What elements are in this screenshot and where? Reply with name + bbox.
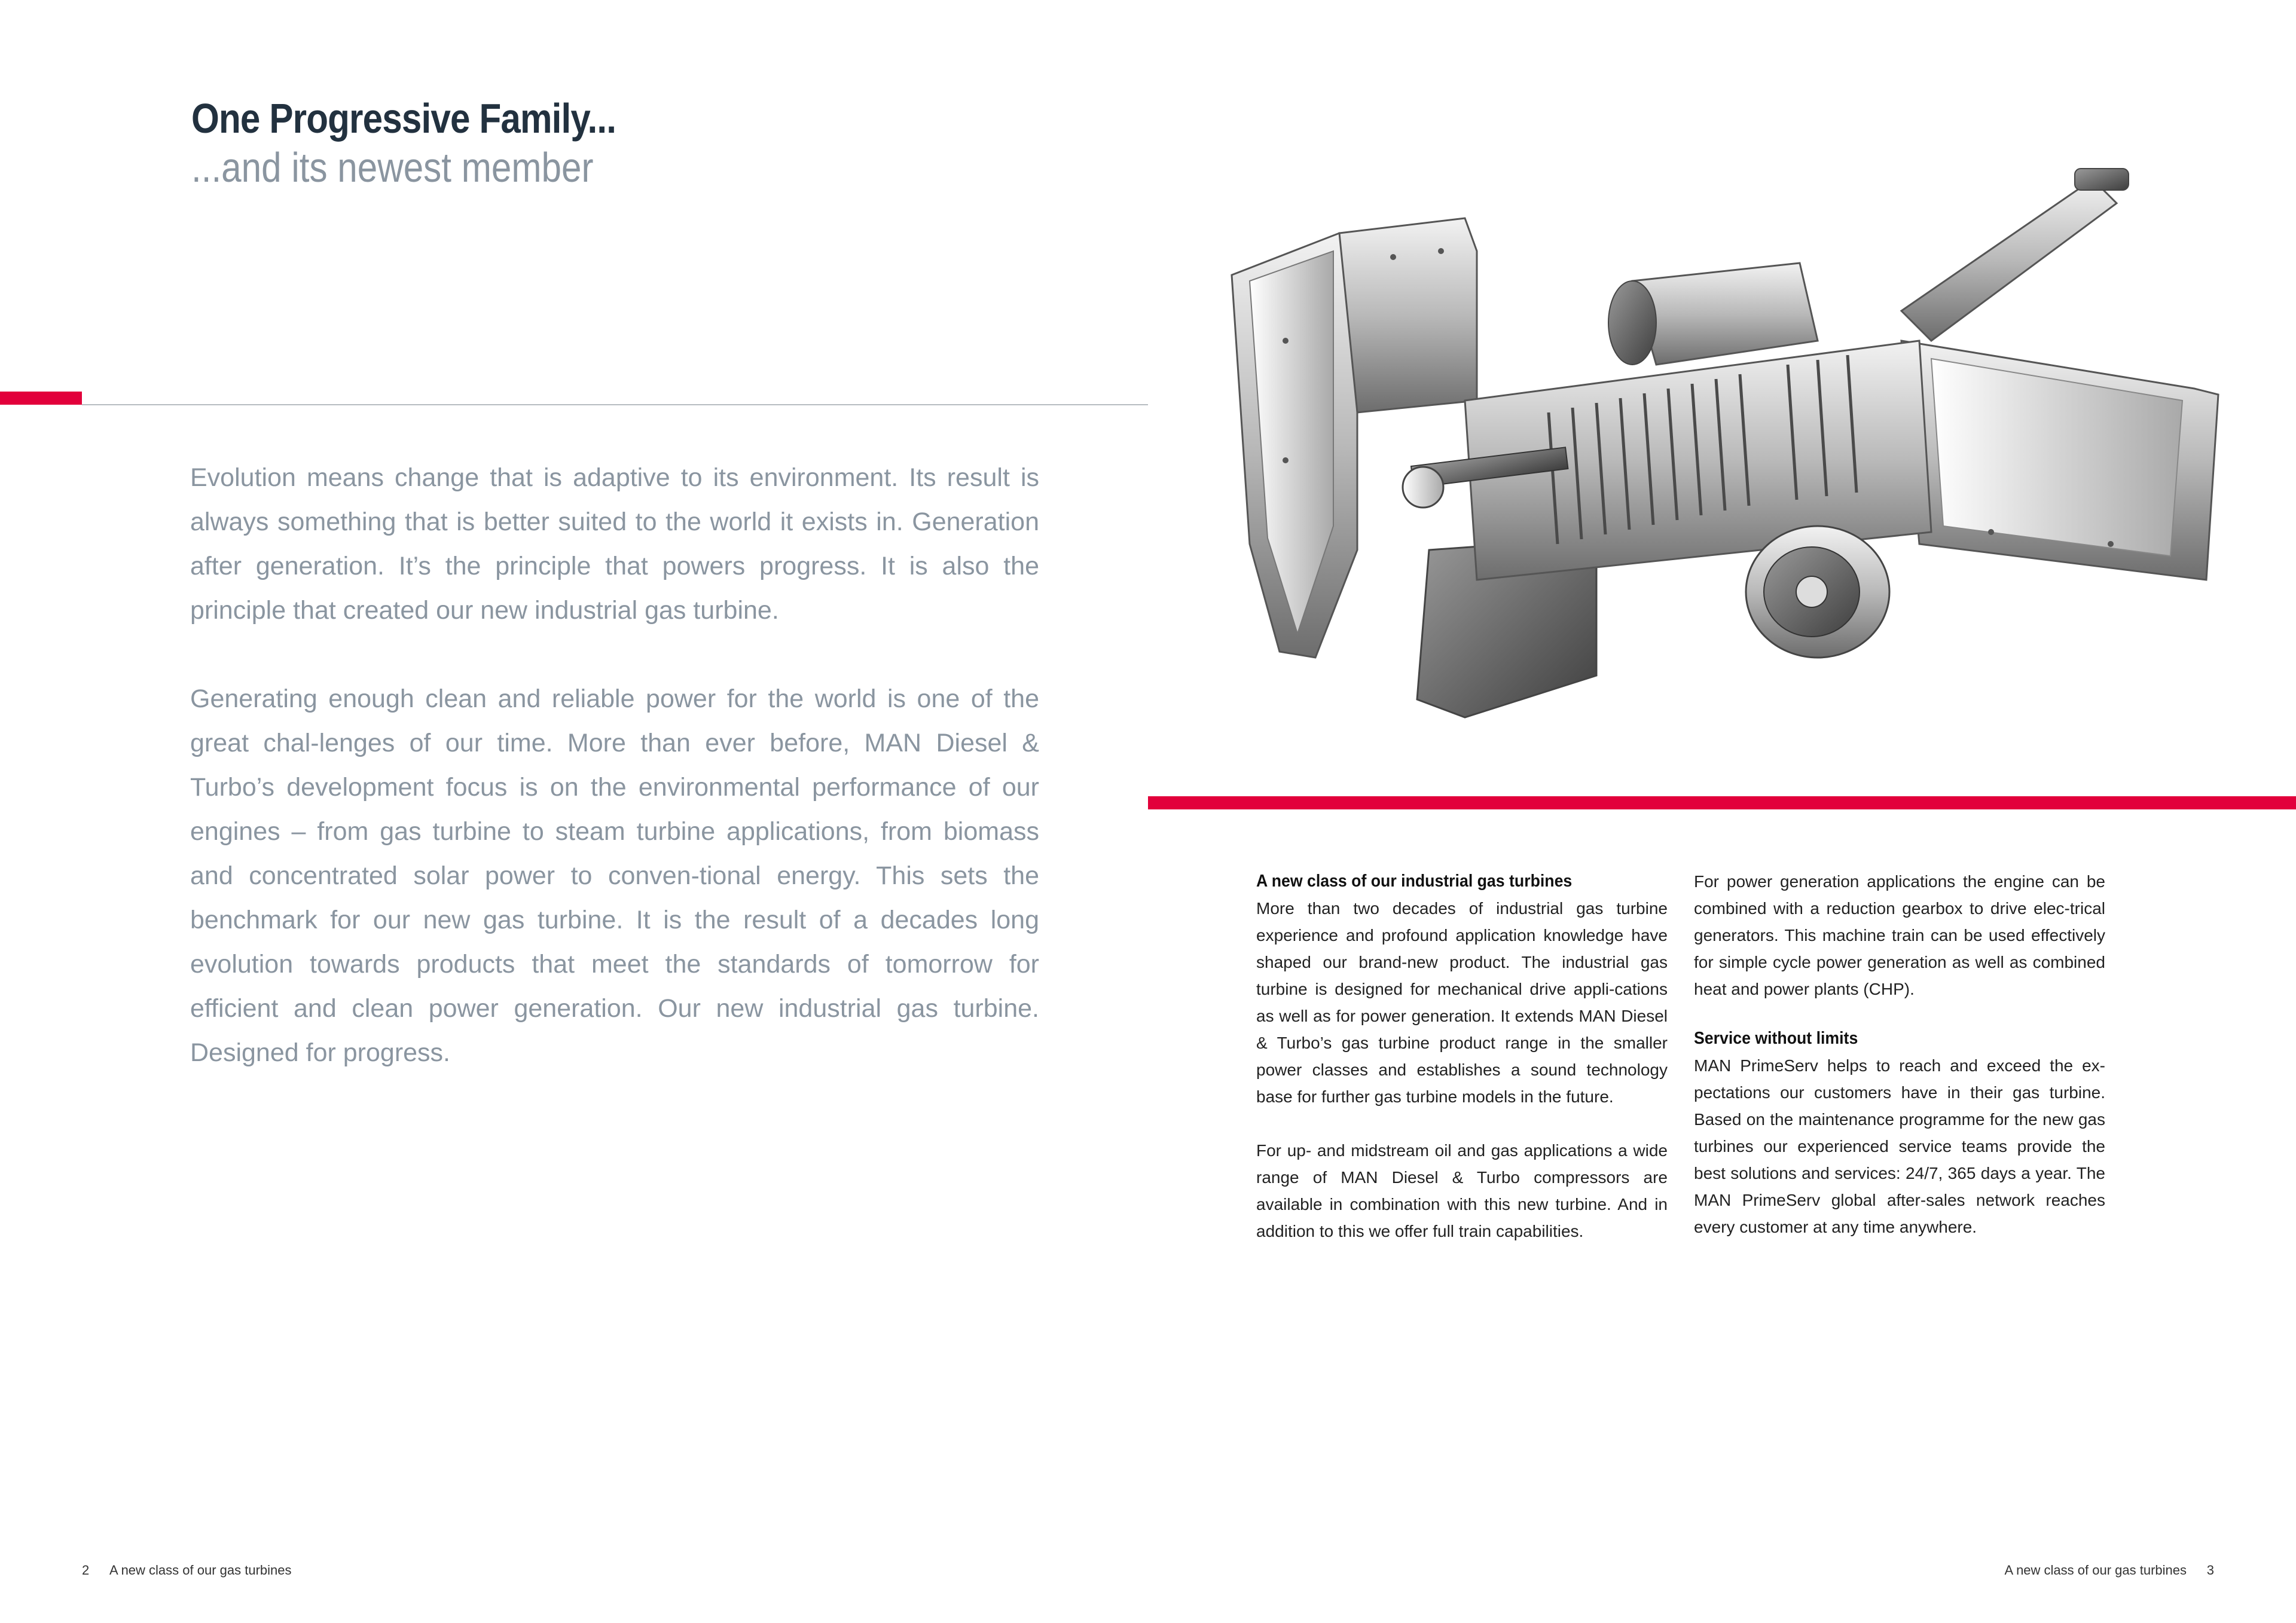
column-2-heading: Service without limits	[1694, 1029, 1858, 1048]
intro-paragraph-1: Evolution means change that is adaptive to its environment. Its result is always something that is better suited to the world it exists in. Generation after generation. It’s the principle that powers progress. It is also the principle that created our new industrial gas turbine.	[190, 463, 1039, 625]
right-page-number: 3	[2206, 1563, 2214, 1578]
right-running-footer: A new class of our gas turbines	[2004, 1563, 2187, 1578]
gas-turbine-cutaway-illustration	[1214, 161, 2230, 723]
left-page-number: 2	[82, 1563, 90, 1578]
divider-line	[82, 404, 1148, 405]
intro-paragraph-2: Generating enough clean and reliable power for the world is one of the great chal-lenges of our time. More than ever before, MAN Diesel & Turbo’s development focus is on the environmental performance of our engines – from gas turbine to steam turbine applications, from biomass and concentrated solar power to conven-tional energy. This sets the benchmark for our new gas turbine. It is the result of a decades long evolution towards products that meet the standards of tomorrow for efficient and clean power generation. Our new industrial gas turbine. Designed for progress.	[190, 684, 1039, 1067]
column-1	[1256, 868, 1668, 1245]
page-title: One Progressive Family...	[191, 95, 616, 142]
column-1-paragraph-1: More than two decades of industrial gas turbine experience and profound application knowledge have shaped our brand-new product. The industrial gas turbine is designed for mechanical drive appli-cations as well as for power generation. It extends MAN Diesel & Turbo’s gas turbine product range in the smaller power classes and establishes a sound technology base for further gas turbine models in the future.	[1256, 899, 1668, 1106]
column-1-paragraph-2: For up- and midstream oil and gas applications a wide range of MAN Diesel & Turbo compressors are available in combination with this new turbine. And in addition to this we offer full train capabilities.	[1256, 1141, 1668, 1240]
column-2-paragraph-1: For power generation applications the engine can be combined with a reduction gearbox to drive elec-trical generators. This machine train can be used effectively for simple cycle power generation as well as combined heat and power plants (CHP).	[1694, 872, 2105, 998]
page-subtitle: ...and its newest member	[191, 144, 594, 191]
accent-tab	[0, 392, 82, 405]
column-2	[1694, 868, 2105, 1240]
column-2-paragraph-2: MAN PrimeServ helps to reach and exceed the ex-pectations our customers have in their gas turbine. Based on the maintenance programme for the new gas turbines our experienced service teams provide the best solutions and services: 24/7, 365 days a year. The MAN PrimeServ global after-sales network reaches every customer at any time anywhere.	[1694, 1056, 2105, 1236]
left-running-footer: A new class of our gas turbines	[109, 1563, 292, 1578]
column-1-heading: A new class of our industrial gas turbines	[1256, 872, 1573, 891]
accent-bar	[1148, 796, 2296, 809]
